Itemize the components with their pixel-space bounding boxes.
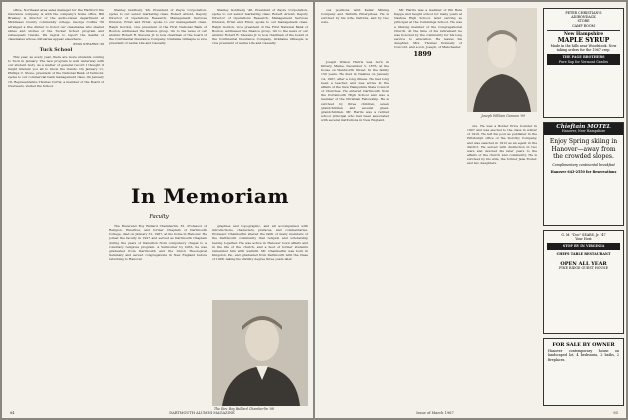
virginia-restaurant-ad bbox=[543, 230, 624, 334]
left-footer-magazine-name: DARTMOUTH ALUMNI MAGAZINE bbox=[169, 411, 235, 415]
chamberlin-photo-caption: The Rev. Roy Bullard Chamberlin '08 bbox=[214, 407, 274, 411]
ad-motel-name: Chieftain MOTEL bbox=[556, 124, 611, 130]
faculty-column-1 bbox=[109, 224, 207, 410]
ad-page-brothers-name: THE PAGE BROTHERS bbox=[562, 55, 605, 60]
harris-obituary-continued: Mr. Harris was a member of Phi Beta Kappa and taught school for many years at Nashua High School, later serving as principal at the Cummings School. He was a lifelong member of the Congregational Church. At the time of his retirement he was honored by the community for his long service to education. He leaves his daughter, Mrs. Thomas Donnelly of Concord, and a son, Joseph, of Manchester. bbox=[394, 8, 462, 50]
left-column-2 bbox=[109, 8, 207, 176]
ad-host-title: Your Host bbox=[575, 237, 592, 242]
ad-for-sale-headline: FOR SALE BY OWNER bbox=[552, 342, 615, 348]
class-year-heading: 1899 bbox=[413, 50, 432, 58]
ad-maple-syrup-headline: MAPLE SYRUP bbox=[557, 37, 610, 45]
ad-motel-phone: Hanover 643-2550 for Reservations bbox=[550, 170, 617, 175]
for-sale-ad bbox=[543, 338, 624, 406]
gannon-photo-caption: Joseph William Gannon '99 bbox=[481, 114, 525, 118]
magazine-spread bbox=[2, 2, 626, 418]
left-page-number: 84 bbox=[10, 411, 15, 415]
ad-page-brothers-tagline: Pure Sap for Vermont Grades bbox=[558, 59, 609, 64]
previous-obituary-end: ous positions with Keller Mining Company and Tartuffe Enterprises. He is survived by his wife, Patricia, and by two sons. bbox=[321, 8, 389, 25]
right-column-2 bbox=[394, 8, 462, 406]
ad-virginia-headline: STOP BY IN VIRGINIA bbox=[562, 244, 605, 249]
left-page bbox=[2, 2, 313, 418]
ad-store-line-4: CAMP ROOM bbox=[572, 23, 595, 28]
left-column-1 bbox=[8, 8, 104, 406]
tuck-school-text: This year, as every year, there are more students coming to Tuck in January. The new program is well underway with our student body. As a matter of general record I thought it might interest you all to know the trends. On January 11, Phillips C. Stone, president of the National Bank of Vermont, spoke to our commercial bank management class. On January 18, Representative Thomas Curtis, a member of the Board of Overseers, visited the School. bbox=[8, 54, 104, 88]
class-notes-text: office, Northeast area sales manager for the Hartford fire insurance company, is with the company's home office. Bill Breakey is director of the audio-visual department at Middlesex County community college. George Collins '39 arranged a fine dinner to honor our classmates who shared slides and stories of the Tucker School program and subsequent travels. We regret to report the deaths of classmates whose obituaries appear elsewhere. bbox=[8, 8, 104, 42]
ad-host-line: G. M. "Doc" SEARS, Jr. '47 bbox=[561, 233, 606, 237]
portrait-illustration bbox=[212, 300, 308, 406]
maple-syrup-ad bbox=[543, 8, 624, 118]
faculty-obituary-text: The Reverend Roy Bullard Chamberlin, 81, Professor of Religion, Emeritus, and former Chaplain of Dartmouth College, died on January 31, 1967, at his home in Hanover. He joined the faculty in 1927 and served as Dartmouth Chaplain during the years of transition from compulsory chapel to a voluntary religious program. A Vermonter by birth, he was graduated from Dartmouth and the Union Theological Seminary and served congregations in New England before returning to Hanover. bbox=[109, 224, 207, 262]
ad-maple-syrup-detail: Made in the hills near Woodstock. Now taking orders for the 1967 crop. bbox=[550, 44, 617, 53]
ad-store-line-1: PETER CHRISTIAN'S bbox=[565, 11, 602, 15]
ad-motel-location: Hanover, New Hampshire bbox=[561, 129, 606, 134]
ad-restaurant-name: CHEFS TABLE RESTAURANT bbox=[556, 251, 611, 256]
ad-motel-detail: Complimentary continental breakfast bbox=[552, 163, 615, 168]
right-footer-issue-date: Issue of March 1967 bbox=[416, 411, 454, 415]
ad-page-brothers-banner bbox=[547, 54, 620, 64]
class-secretary-signature: RUSS STEARNS '38 bbox=[73, 42, 104, 47]
right-column-1-top bbox=[321, 8, 389, 48]
harris-obituary-text: Joseph Wilson Harris was born in Kittery, Maine, December 5, 1876, at the house on Wentworth Street. In the family 150 years. He died in Nashua on January 14, 1967, after a long illness. He had long been a teacher, and was active in the affairs of the New Hampshire State Council of Churches. He entered Dartmouth from the Portsmouth High School and was a member of the Christian Fellowship. He is survived by three children, seven grandchildren and several great-grandchildren. Mr. Harris was a retired school principal who had been associated with several institutions in New England. bbox=[321, 60, 389, 123]
chieftain-motel-ad bbox=[543, 122, 624, 226]
ad-motel-headline: Enjoy Spring skiing in Hanover—away from the crowded slopes. bbox=[549, 138, 618, 160]
ad-store-line-3: STORE bbox=[577, 19, 590, 24]
tuck-school-news-continued: Stanley Goldberg '46, President of Zayre Corporation, spoke to our senior marketing class. Robert Arnold, Deputy Director of Operations Research, Management Services Division, Ernst and Ernst, spoke to our management class. Ralph Gordon, vice president of the First National Bank of Boston, addressed the finance group. On to the news of our alumni: Robert R. Stevens Jr. is now chairman of the board of the Continental Insurance Company. Grahame Gillespie is vice president of Aetna Life and Casualty. bbox=[212, 8, 308, 46]
gannon-obituary-text: ure. He was a Bolder Price founder in 1907 and was elected to the class in winter of 1910. He left his post as publisher in the Pittsburgh office of the Dorothy Company, and was selected in 1912 as an agent in the district. He served with distinction in two wars and devoted his later years to the affairs of the church and community. He is survived by his wife, the former Jane Foster, and two daughters. bbox=[467, 124, 537, 166]
ad-motel-logo-band bbox=[544, 123, 623, 135]
right-page-number: 85 bbox=[613, 411, 618, 415]
ad-virginia-banner bbox=[547, 243, 620, 249]
faculty-column-2 bbox=[212, 224, 308, 296]
right-page bbox=[315, 2, 626, 418]
ad-guest-house-name: PINE RIDGE GUEST HOUSE bbox=[559, 266, 608, 271]
tuck-school-heading: Tuck School bbox=[39, 47, 73, 54]
right-column-3 bbox=[467, 124, 537, 406]
in-memoriam-title: In Memoriam bbox=[131, 184, 289, 208]
tuck-school-news-text: Stanley Goldberg '46, President of Zayre Corporation, spoke to our senior marketing class. Robert Arnold, Deputy Director of Operations Research, Management Services Division, Ernst and Ernst, spoke to our management class. Ralph Gordon, vice president of the First National Bank of Boston, addressed the finance group. On to the news of our alumni: Robert R. Stevens Jr. is now chairman of the board of the Continental Insurance Company. Grahame Gillespie is vice president of Aetna Life and Casualty. bbox=[109, 8, 207, 46]
left-column-3 bbox=[212, 8, 308, 176]
gannon-portrait-illustration bbox=[467, 8, 537, 112]
faculty-obituary-continued: graphies and topographic, and all accompanied with introductions, characters, prefaces, and commentaries. Professor Chamberlin shared the faith of many members of the Dartmouth community that religion and scholarship belong together. He was active in Hanover town affairs and in the life of the church, and a host of former students remember him with warmth. Mr. Chamberlin was born in Kingston, Pa., and graduated from Dartmouth with the Class of 1908, taking his divinity degree three years later. bbox=[212, 224, 308, 262]
ad-for-sale-detail: Hanover contemporary house on landscaped lot. 4 bedrooms, 2 baths, 2 fireplaces. bbox=[548, 349, 619, 362]
ad-store-line-2: ADIRONDACK bbox=[571, 15, 596, 20]
ad-open-all-year: OPEN ALL YEAR bbox=[560, 260, 607, 267]
ad-state-name: New Hampshire bbox=[563, 31, 604, 37]
right-column-1 bbox=[321, 60, 389, 406]
faculty-heading: Faculty bbox=[149, 214, 169, 220]
chamberlin-portrait-photo bbox=[212, 300, 308, 406]
gannon-portrait-photo bbox=[467, 8, 537, 112]
